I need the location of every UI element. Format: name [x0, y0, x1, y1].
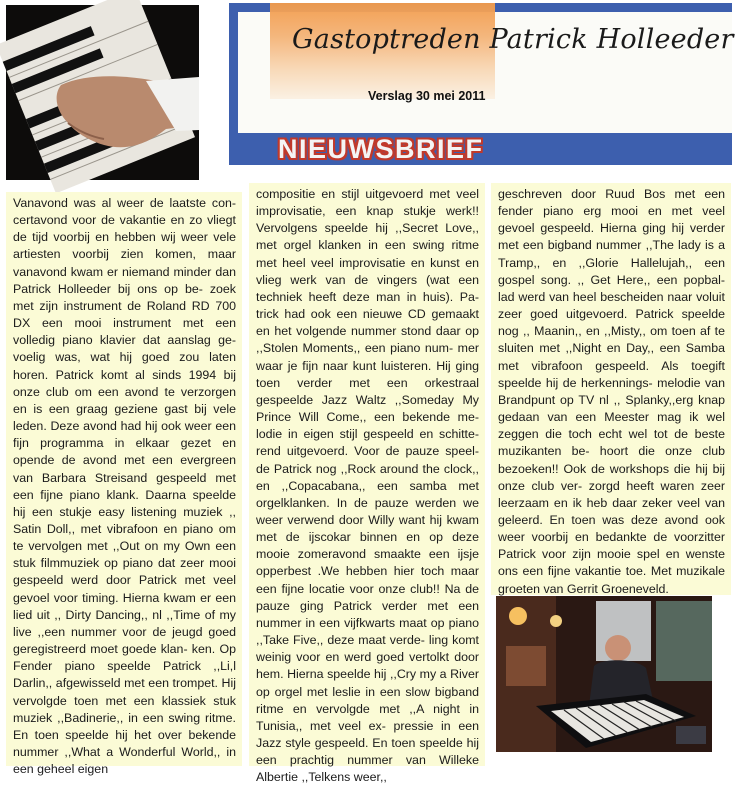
- article-column-2: compositie en stijl uitgevoerd met veel improvisatie, een knap stukje werk!! Vervolgens speelde hij ,,Secret Love,, met orgel klanken in een swing ritme met heel veel improvisatie en kunst en vlieg werk van de vingers (wat een techniek heeft deze man in huis). Pa- trick had ook een nieuwe CD gemaakt en het volgende nummer stond daar op ,,Stolen Moments,, een piano num- mer waar je fijn naar kunt luisteren. Hij ging toen verder met een orkestraal gespeelde Jazz Waltz ,,Someday My Prince Will Come,, een bekende me- lodie in eigen stijl gespeeld en schitte- rend uitgevoerd. Voor de pauze speel- de Patrick nog ,,Rock around the clock,, en ,,Copacabana,, een samba met orgelklanken. In de pauze werden we weer verwend door Willy want hij kwam met de ijscokar binnen en op deze mooie zomeravond smaakte een ijsje opperbest .We hebben hier toch maar een fijne locatie voor onze club!! Na de pauze ging Patrick verder met een nummer in een vijfkwarts maat op piano ,,Take Five,, deze maat verde- ling komt weinig voor en werd goed vertolkt door hem. Hierna speelde hij ,,Cry my a River op orgel met leslie in een slow bigband ritme en vervolgde met ,,A night in Tunisia,, met veel ex- pressie in een Jazz style gespeeld. En toen speelde hij een prachtig nummer van Willeke Albertie ,,Telkens weer,,: [249, 183, 485, 766]
- article-column-3: geschreven door Ruud Bos met een fender piano erg mooi en met veel gevoel gespeeld. Hierna ging hij verder met een bigband nummer ,,The lady is a Tramp,, en ,,Glorie Hallelujah,, een gospel song. ,, Get Here,, een popbal- lad werd van heel bescheiden naar voluit zeer goed uitgevoerd. Patrick speelde nog ,, Maanin,, en ,,Misty,, om toen af te sluiten met ,,Night en Day,, een Samba met vibrafoon gespeeld. Als toegift speelde hij de herkennings- melodie van Brandpunt op TV nl ,, Splanky,,erg knap gedaan van een Meester mag ik wel zeggen die toch echt wel tot de beste muzikanten be- hoort die onze club bezoeken!! Ook de workshops die hij bij onze club ver- zorgd heeft waren zeer leerzaam en ik heb daar zeker veel van geleerd. En toen was deze avond ook weer voorbij en bedankte de voorzitter Patrick voor zijn mooie spel en wenste ons een fijne vakantie toe. Met muzikale groeten van Gerrit Groeneveld.: [491, 183, 731, 595]
- article-column-1: Vanavond was al weer de laatste con- certavond voor de vakantie en zo vliegt de tijd voorbij en hebben wij weer vele artiesten voorbij zien komen, maar vanavond kwam er niemand minder dan Patrick Holleeder bij ons op be- zoek met zijn instrument de Roland RD 700 DX een mooi instrument met een volledig piano klavier dat aanslag ge- voelig was, wat hij goed zou laten horen. Patrick komt al sinds 1994 bij onze club om een avond te verzorgen en is een graag geziene gast bij vele leden. Deze avond had hij ook weer een fijn programma in elkaar gezet en opende de avond met een evergreen van Barbara Streisand gespeeld met een fijne piano klank. Daarna speelde hij een stukje easy listening muziek ,, Satin Doll,, met vibrafoon en piano om te vervolgen met ,,Out on my Own een stuk filmmuziek op piano dat zeer mooi gespeeld werd door Patrick met veel gevoel voor timing. Hierna kwam er een lied uit ,, Dirty Dancing,, nl ,,Time of my live ,,een nummer voor de jeugd goed geregistreerd moet goede klan- ken. Op Fender piano speelde Patrick ,,Li,l Darlin,, afgewisseld met een trompet. Hij vervolgde toen met een klassiek stuk muziek ,,Badinerie,, in een swing ritme. En toen speelde hij het over bekende nummer ,,What a Wonderful World,, in een geheel eigen: [6, 192, 242, 766]
- piano-hand-photo: [6, 5, 199, 180]
- report-date: Verslag 30 mei 2011: [368, 89, 486, 103]
- newsletter-banner: NIEUWSBRIEF: [278, 134, 484, 164]
- musician-photo: [496, 596, 712, 752]
- page-title: Gastoptreden Patrick Holleeder: [292, 24, 734, 55]
